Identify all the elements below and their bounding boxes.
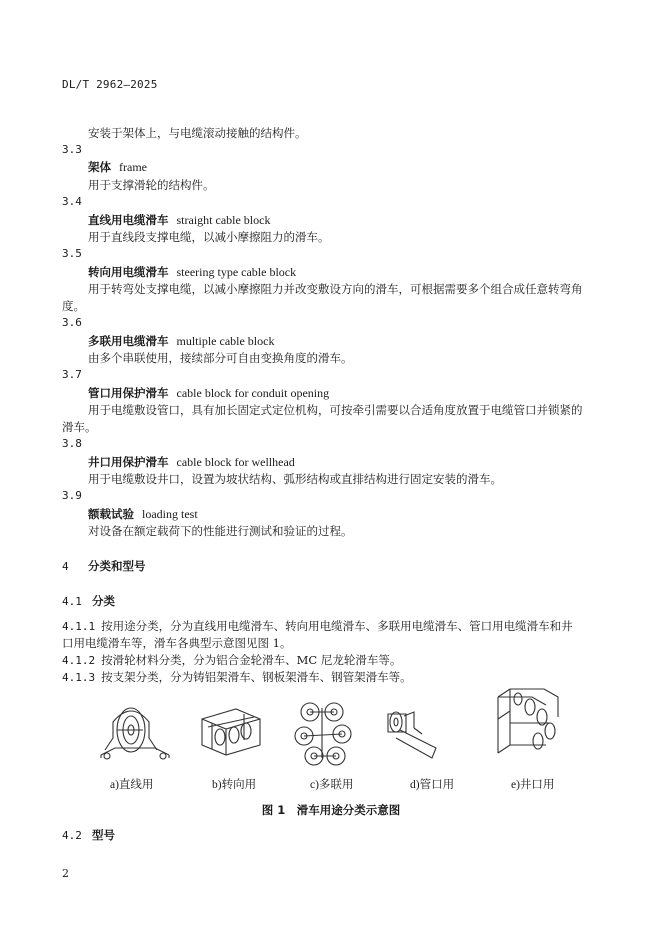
section-title: 分类和型号	[88, 559, 146, 573]
section-heading-4-2	[62, 827, 115, 843]
clause-4-1-1-line1	[62, 618, 573, 634]
term-zh: 管口用保护滑车	[88, 386, 169, 400]
clause-number-3-6: 3.6	[62, 316, 82, 329]
clause-number-3-9: 3.9	[62, 489, 82, 502]
figure-caption-d: d)管口用	[410, 779, 455, 791]
page-number: 2	[62, 867, 69, 880]
term-en: loading test	[142, 507, 198, 521]
clause-number-3-4: 3.4	[62, 195, 82, 208]
term-zh: 直线用电缆滑车	[88, 213, 169, 227]
clause-number: 4.1.3	[62, 671, 96, 684]
section-number: 4	[62, 560, 69, 573]
standard-code: DL/T 2962—2025	[62, 78, 158, 91]
section-title: 型号	[92, 828, 115, 842]
wellhead-block-icon	[488, 683, 566, 768]
clause-number-3-8: 3.8	[62, 437, 82, 450]
multiple-block-icon	[292, 698, 357, 770]
term-en: cable block for conduit opening	[176, 386, 330, 400]
definition-3-8: 用于电缆敷设井口，设置为坡状结构、弧形结构或直排结构进行固定安装的滑车。	[88, 472, 502, 486]
term-3-9	[88, 506, 198, 522]
term-zh: 额载试验	[88, 507, 134, 521]
figure-caption-b: b)转向用	[212, 779, 257, 791]
definition-3-9: 对设备在额定载荷下的性能进行测试和验证的过程。	[88, 524, 353, 538]
section-title: 分类	[92, 594, 115, 608]
term-zh: 转向用电缆滑车	[88, 265, 169, 279]
figure-caption-c: c)多联用	[310, 779, 354, 791]
clause-number: 4.1.1	[62, 620, 96, 633]
term-3-5	[88, 264, 296, 280]
term-zh: 多联用电缆滑车	[88, 334, 169, 348]
straight-block-icon	[95, 700, 175, 765]
clause-4-1-1-line2: 口用电缆滑车等，滑车各典型示意图见图 1。	[62, 636, 292, 650]
term-zh: 井口用保护滑车	[88, 455, 169, 469]
clause-4-1-3	[62, 669, 412, 685]
definition-3-7-line2: 滑车。	[62, 420, 97, 434]
term-3-8	[88, 454, 295, 470]
steering-block-icon	[196, 705, 266, 760]
clause-number-3-3: 3.3	[62, 143, 82, 156]
clause-text: 按滑轮材料分类，分为铝合金轮滑车、MC 尼龙轮滑车等。	[101, 653, 402, 667]
definition-3-5-line2: 度。	[62, 299, 85, 313]
term-3-6	[88, 333, 274, 349]
term-3-7	[88, 385, 329, 401]
term-3-4	[88, 212, 270, 228]
definition-3-7-line1: 用于电缆敷设管口，具有加长固定式定位机构，可按牵引需要以合适角度放置于电缆管口并锁紧的	[88, 403, 583, 417]
term-en: straight cable block	[176, 213, 271, 227]
definition-3-6: 由多个串联使用，接续部分可自由变换角度的滑车。	[88, 351, 353, 365]
section-number: 4.2	[62, 829, 82, 842]
definition-3-2: 安装于架体上，与电缆滚动接触的结构件。	[88, 126, 307, 140]
clause-number: 4.1.2	[62, 654, 96, 667]
clause-text: 按用途分类，分为直线用电缆滑车、转向用电缆滑车、多联用电缆滑车、管口用电缆滑车和井	[101, 619, 573, 633]
term-en: frame	[119, 160, 147, 174]
section-number: 4.1	[62, 595, 82, 608]
figure-caption-a: a)直线用	[110, 779, 154, 791]
term-en: steering type cable block	[176, 265, 297, 279]
section-heading-4	[62, 558, 146, 574]
definition-3-5-line1: 用于转弯处支撑电缆，以减小摩擦阻力并改变敷设方向的滑车，可根据需要多个组合成任意转弯角	[88, 282, 583, 296]
figure-title: 图 1 滑车用途分类示意图	[261, 803, 401, 817]
clause-number-3-7: 3.7	[62, 368, 82, 381]
term-en: multiple cable block	[176, 334, 275, 348]
term-en: cable block for wellhead	[176, 455, 295, 469]
conduit-block-icon	[378, 708, 448, 763]
section-heading-4-1	[62, 593, 115, 609]
clause-text: 按支架分类，分为铸铝架滑车、钢板架滑车、钢管架滑车等。	[101, 670, 412, 684]
clause-number-3-5: 3.5	[62, 247, 82, 260]
definition-3-4: 用于直线段支撑电缆，以减小摩擦阻力的滑车。	[88, 230, 330, 244]
term-3-3	[88, 159, 147, 175]
clause-4-1-2	[62, 652, 401, 668]
definition-3-3: 用于支撑滑轮的结构件。	[88, 178, 215, 192]
figure-caption-e: e)井口用	[511, 779, 555, 791]
term-zh: 架体	[88, 160, 111, 174]
